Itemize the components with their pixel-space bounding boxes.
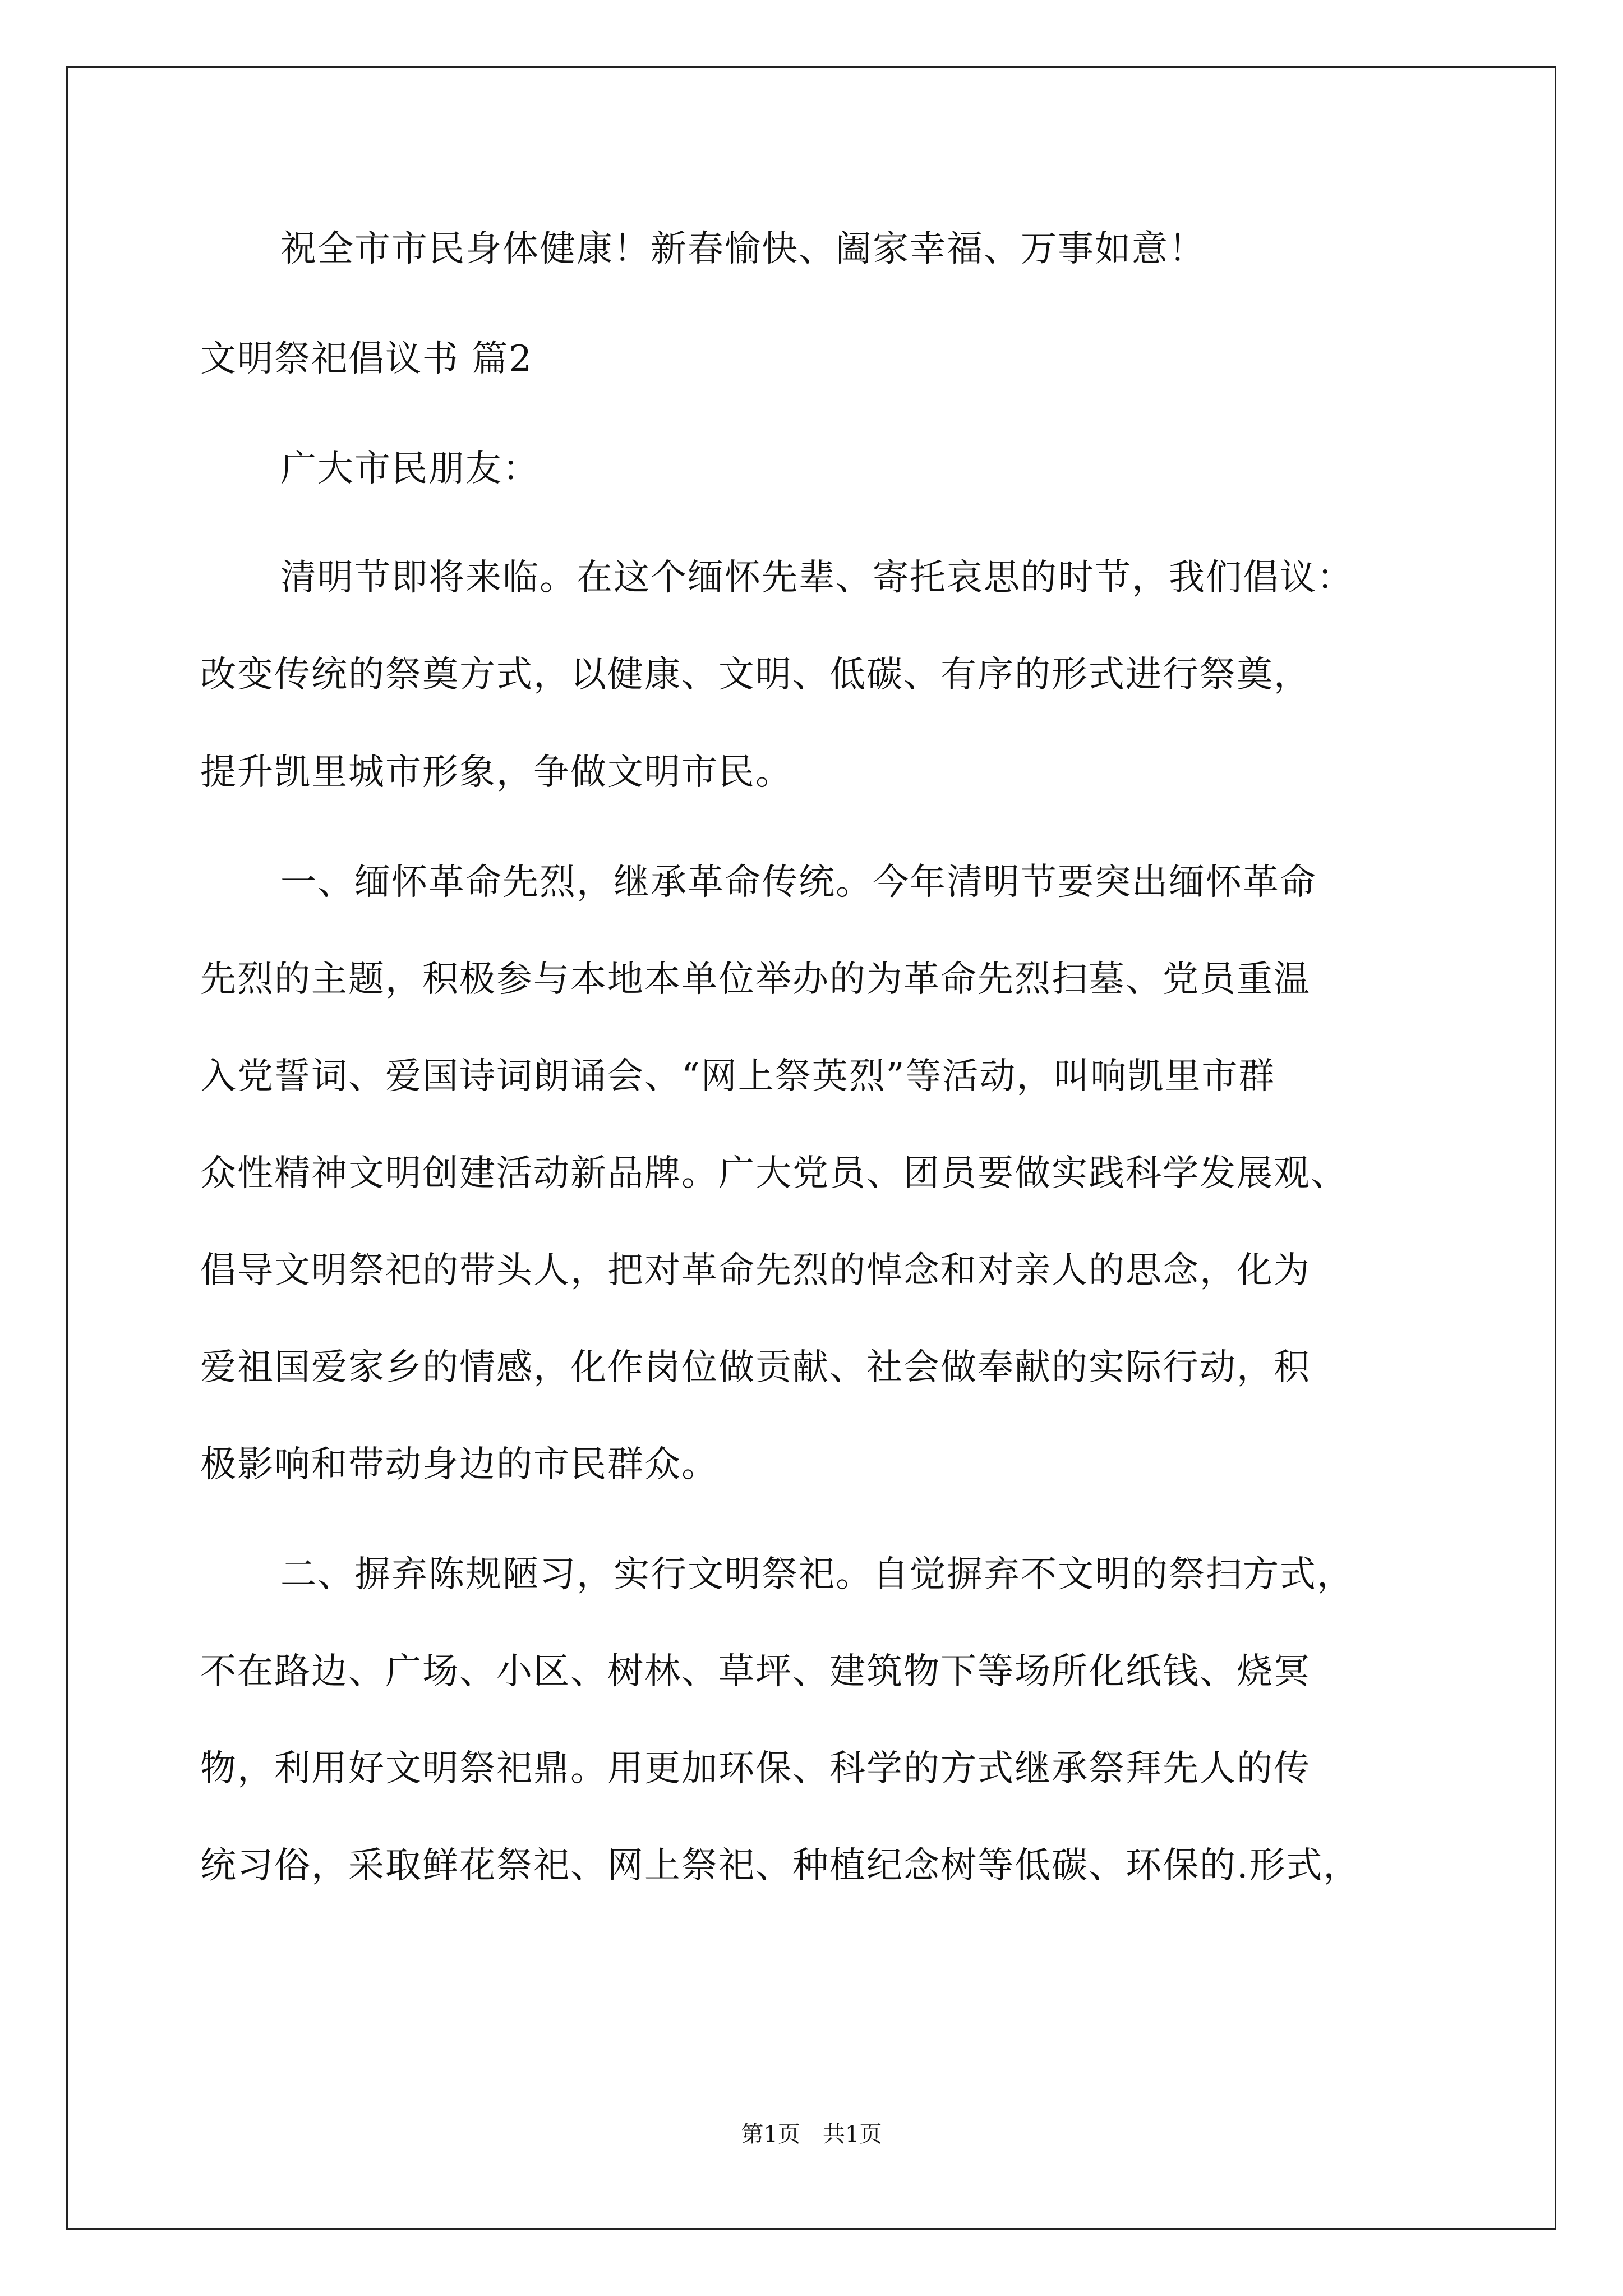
paragraph-3-line-2: 不在路边、广场、小区、树林、草坪、建筑物下等场所化纸钱、烧冥 [200, 1651, 1311, 1692]
paragraph-1-line-1: 清明节即将来临。在这个缅怀先辈、寄托哀思的时节，我们倡议： [280, 557, 1354, 599]
page-number: 第1页 共1页 [741, 2122, 882, 2147]
paragraph-2-line-6: 爱祖国爱家乡的情感，化作岗位做贡献、社会做奉献的实际行动，积 [200, 1347, 1311, 1388]
paragraph-1-line-3: 提升凯里城市形象，争做文明市民。 [200, 752, 792, 793]
paragraph-3-line-1: 二、摒弃陈规陋习，实行文明祭祀。自觉摒弃不文明的祭扫方式， [280, 1554, 1354, 1595]
paragraph-2-line-5: 倡导文明祭祀的带头人，把对革命先烈的悼念和对亲人的思念，化为 [200, 1250, 1311, 1291]
paragraph-3-line-4: 统习俗，采取鲜花祭祀、网上祭祀、种植纪念树等低碳、环保的.形式， [200, 1845, 1361, 1887]
paragraph-2-line-4: 众性精神文明创建活动新品牌。广大党员、团员要做实践科学发展观、 [200, 1153, 1348, 1194]
paragraph-2-line-2: 先烈的主题，积极参与本地本单位举办的为革命先烈扫墓、党员重温 [200, 959, 1311, 1000]
paragraph-1-line-2: 改变传统的祭奠方式，以健康、文明、低碳、有序的形式进行祭奠， [200, 654, 1311, 696]
closing-wishes: 祝全市市民身体健康！新春愉快、阖家幸福、万事如意！ [280, 228, 1206, 270]
paragraph-2-line-7: 极影响和带动身边的市民群众。 [200, 1444, 718, 1485]
paragraph-3-line-3: 物，利用好文明祭祀鼎。用更加环保、科学的方式继承祭拜先人的传 [200, 1748, 1311, 1789]
section-heading: 文明祭祀倡议书 篇2 [200, 338, 533, 380]
salutation: 广大市民朋友： [280, 448, 540, 490]
page-border [66, 66, 1556, 2230]
paragraph-2-line-3: 入党誓词、爱国诗词朗诵会、“网上祭英烈”等活动，叫响凯里市群 [200, 1056, 1276, 1097]
paragraph-2-line-1: 一、缅怀革命先烈，继承革命传统。今年清明节要突出缅怀革命 [280, 862, 1317, 903]
